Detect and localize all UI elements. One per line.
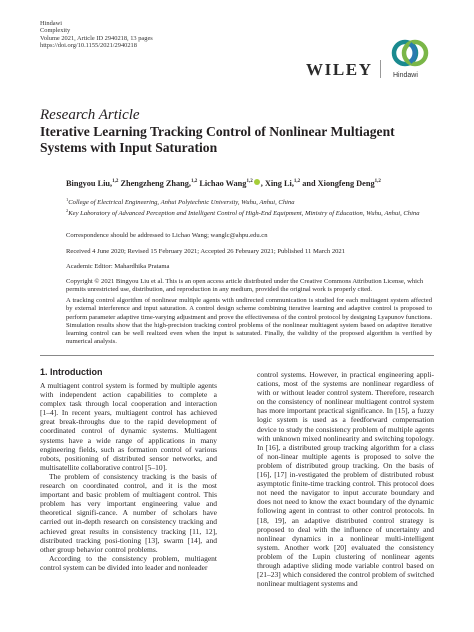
paragraph: A multiagent control system is formed by multiple agents with independent action capabilities to complete a complex task through local cooperation and interaction [1–4]. In recent years, multiagent control has achieved great break-throughs due to the rapid development of coordinated control of dynamic systems. Multiagent systems have a wide range of applications in many engineering fields, such as formation control of various robots, positioning of distributed sensor networks, and multisatellite collaborative control [5–10].: [40, 381, 217, 472]
orcid-icon[interactable]: [254, 179, 260, 185]
author-list: Bingyou Liu,$^{1,2}$ Zhengzheng Zhang,$^{1,2}$ Lichao Wang$^{1,2}$ , Xing Li,$^{1,2}$ and Xiongfeng Deng$^{1,2}$: [66, 179, 381, 188]
paragraph: control systems. However, in practical engineering appli-cations, most of the systems are nonlinear regardless of with or without leader control system. Therefore, research on the consistency of nonlinear multiagent control system has more important practical significance. In [15], a fuzzy logic system is used as a feedforward compensation device to study the consistency problem of multiple agents with unknown mixed nonlinearity and switching topology. In [16], a distributed group tracking algorithm for a class of non-linear multiple agents is proposed to solve the problem of distributed group tracking. On the basis of [16], [17] in-vestigated the problem of distributed robust asymptotic finite-time tracking control. This protocol does not need the navigator to input accurate boundary and does not need to know the exact boundary of the dynamic following agent in contrast to other control protocols. In [18, 19], an adaptive distributed control strategy is proposed to deal with the influence of uncertainty and nonlinear dynamics in a nonlinear multi-intelligent system. Another work [20] evaluated the consistency problem of the Lupin clustering of nonlinear agents through adaptive sliding mode variable control based on [21–23] which considered the control problem of switched nonlinear multiagent systems and: [257, 370, 434, 589]
publication-dates: Received 4 June 2020; Revised 15 February 2021; Accepted 26 February 2021; Published 11 March 2021: [66, 248, 346, 255]
volume-info: Volume 2021, Article ID 2940218, 13 pages: [40, 34, 153, 42]
paragraph: The problem of consistency tracking is the basis of research on coordinated control, and it is the most important and basic problem of multiagent control. This problem has very important engineering value and theoretical signifi-cance. A number of scholars have carried out in-depth research on consistency tracking and achieved great results in consistency tracking [11, 12], distributed tracking posi-tioning [13], swarm [14], and other group behavior control problems.: [40, 471, 217, 554]
section-divider: [40, 355, 434, 356]
author-affiliation-mark: 1,2: [112, 179, 119, 185]
affiliation-text: College of Electrical Engineering, Anhui Polytechnic University, Wuhu, Anhui, China: [68, 199, 295, 207]
hindawi-logo-text: Hindawi: [393, 72, 418, 79]
article-title: Iterative Learning Tracking Control of Nonlinear Multiagent Systems with Input Saturation: [40, 124, 395, 155]
left-column: [40, 381, 217, 572]
doi-link[interactable]: https://doi.org/10.1155/2021/2940218: [40, 42, 137, 50]
journal-metadata: [40, 20, 153, 50]
affiliation-number: 1: [66, 197, 69, 202]
abstract: A tracking control algorithm of nonlinear multiple agents with undirected communication is studied for each multiagent system affected by external interference and input saturation. A control design scheme combining iterative learning and adaptive control is proposed to perform parameter adaptive time-varying adjustment and prove the effectiveness of the control protocol by designing Lyapunov functions. Simulation results show that the high-precision tracking control problems of the nonlinear multiagent system based on adaptive iterative learning control can be well realized even when the input is saturated. Finally, the validity of the proposed algorithm is verified by numerical analysis.: [66, 297, 432, 346]
author-name[interactable]: Zhengzheng Zhang,: [120, 179, 191, 188]
author-affiliation-mark: 1,2: [293, 179, 301, 185]
affiliation-text: Key Laboratory of Advanced Perception and Intelligent Control of High-End Equipment, Ministry of Education, Wuhu, Anhui, China: [68, 210, 420, 218]
affiliations: [66, 196, 426, 219]
right-column: [257, 370, 434, 588]
author-affiliation-mark: 1,2: [374, 179, 381, 185]
author-name[interactable]: Xing Li,: [264, 179, 294, 188]
author-name[interactable]: and Xiongfeng Deng: [302, 179, 375, 188]
academic-editor: Academic Editor: Mahardhika Pratama: [66, 263, 170, 270]
paragraph: According to the consistency problem, multiagent control system can be divided into leader and nonleader: [40, 553, 217, 572]
author-name[interactable]: Bingyou Liu,: [66, 179, 113, 188]
journal-publisher: Hindawi: [40, 20, 63, 27]
author-name[interactable]: Lichao Wang: [199, 179, 247, 188]
copyright-notice: Copyright © 2021 Bingyou Liu et al. This is an open access article distributed under the Creative Commons Attribution License, which permits unrestricted use, distribution, and reproduction in any medium, provided the original work is properly cited.: [66, 278, 424, 294]
affiliation-item: [66, 196, 426, 207]
affiliation-number: 2: [66, 208, 69, 214]
author-affiliation-mark: 1,2: [246, 179, 253, 185]
logo-divider: [380, 60, 381, 78]
affiliation-item: [66, 207, 426, 218]
section-heading: 1. Introduction: [40, 367, 103, 377]
correspondence: Correspondence should be addressed to Lichao Wang; wanglc@ahpu.edu.cn: [66, 232, 268, 239]
article-type: Research Article: [40, 107, 140, 123]
journal-name: Complexity: [40, 27, 71, 35]
wiley-logo: WILEY: [306, 60, 373, 79]
author-affiliation-mark: 1,2: [191, 179, 198, 185]
